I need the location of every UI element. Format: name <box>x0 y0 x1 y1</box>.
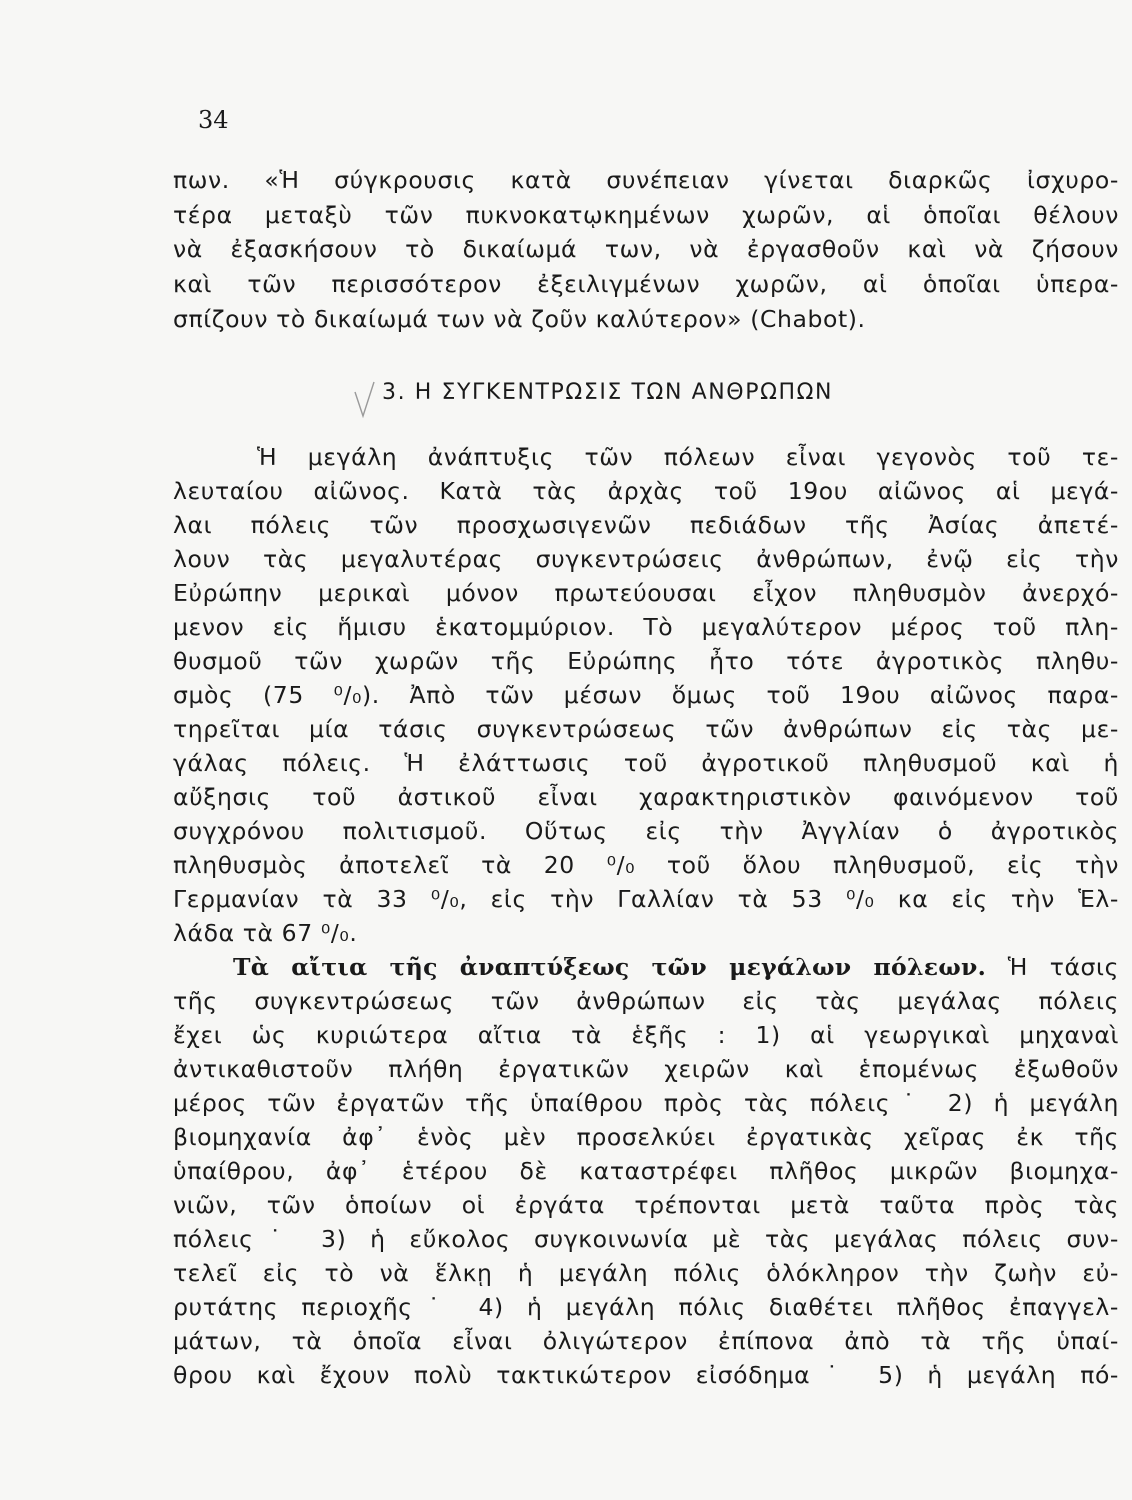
text-line: θρου καὶ ἔχουν πολὺ τακτικώτερον εἰσόδημα˙ 5) ἡ μεγάλη πό- <box>173 1361 1119 1389</box>
text-line: συγχρόνου πολιτισμοῦ. Οὕτως εἰς τὴν Ἀγγλίαν ὁ ἀγροτικὸς <box>173 817 1119 845</box>
text-line: Γερμανίαν τὰ 33 ⁰/₀, εἰς τὴν Γαλλίαν τὰ 53 ⁰/₀ κα εἰς τὴν Ἑλ- <box>173 885 1119 913</box>
text-line: νὰ ἐξασκήσουν τὸ δικαίωμά των, νὰ ἐργασθοῦν καὶ νὰ ζήσουν <box>173 235 1119 263</box>
text-line: Εὐρώπην μερικαὶ μόνον πρωτεύουσαι εἶχον πληθυσμὸν ἀνερχό- <box>173 579 1119 607</box>
pencil-check-mark-icon <box>352 380 378 420</box>
text-line: λαι πόλεις τῶν προσχωσιγενῶν πεδιάδων τῆς Ἀσίας ἀπετέ- <box>173 511 1119 539</box>
page-number: 34 <box>198 106 229 134</box>
text-line: λάδα τὰ 67 ⁰/₀. <box>173 919 358 947</box>
text-line: γάλας πόλεις. Ἡ ἐλάττωσις τοῦ ἀγροτικοῦ πληθυσμοῦ καὶ ἡ <box>173 749 1119 777</box>
text-line <box>173 950 1119 984</box>
text-line: μέρος τῶν ἐργατῶν τῆς ὑπαίθρου πρὸς τὰς πόλεις˙ 2) ἡ μεγάλη <box>173 1089 1119 1117</box>
text-line: πληθυσμὸς ἀποτελεῖ τὰ 20 ⁰/₀ τοῦ ὅλου πληθυσμοῦ, εἰς τὴν <box>173 851 1119 879</box>
text-line: βιομηχανία ἀφ᾽ ἑνὸς μὲν προσελκύει ἐργατικὰς χεῖρας ἐκ τῆς <box>173 1123 1119 1151</box>
text-line: σμὸς (75 ⁰/₀). Ἀπὸ τῶν μέσων ὅμως τοῦ 19ου αἰῶνος παρα- <box>173 681 1119 709</box>
text-line: σπίζουν τὸ δικαίωμά των νὰ ζοῦν καλύτερον» (Chabot). <box>173 305 866 333</box>
text-line: θυσμοῦ τῶν χωρῶν τῆς Εὐρώπης ἦτο τότε ἀγροτικὸς πληθυ- <box>173 647 1119 675</box>
text-line: πόλεις˙ 3) ἡ εὔκολος συγκοινωνία μὲ τὰς μεγάλας πόλεις συν- <box>173 1225 1119 1253</box>
text-line: ὑπαίθρου, ἀφ᾽ ἑτέρου δὲ καταστρέφει πλῆθος μικρῶν βιομηχα- <box>173 1157 1119 1185</box>
text-line: λευταίου αἰῶνος. Κατὰ τὰς ἀρχὰς τοῦ 19ου αἰῶνος αἱ μεγά- <box>173 477 1119 505</box>
subsection-title: Τὰ αἴτια τῆς ἀναπτύξεως τῶν μεγάλων πόλεων. <box>233 953 987 981</box>
section-heading: 3. Η ΣΥΓΚΕΝΤΡΩΣΙΣ ΤΩΝ ΑΝΘΡΩΠΩΝ <box>382 380 834 405</box>
text-line: τελεῖ εἰς τὸ νὰ ἕλκῃ ἡ μεγάλη πόλις ὁλόκληρον τὴν ζωὴν εὐ- <box>173 1259 1119 1287</box>
subsection-text: Ἡ τάσις <box>986 953 1119 981</box>
text-line: νιῶν, τῶν ὁποίων οἱ ἐργάτα τρέπονται μετὰ ταῦτα πρὸς τὰς <box>173 1191 1119 1219</box>
text-line: τηρεῖται μία τάσις συγκεντρώσεως τῶν ἀνθρώπων εἰς τὰς με- <box>173 715 1119 743</box>
text-line: αὔξησις τοῦ ἀστικοῦ εἶναι χαρακτηριστικὸν φαινόμενον τοῦ <box>173 783 1119 811</box>
text-line: λουν τὰς μεγαλυτέρας συγκεντρώσεις ἀνθρώπων, ἐνῷ εἰς τὴν <box>173 545 1119 573</box>
text-line: καὶ τῶν περισσότερον ἐξειλιγμένων χωρῶν, αἱ ὁποῖαι ὑπερα- <box>173 270 1119 298</box>
text-line: μενον εἰς ἥμισυ ἑκατομμύριον. Τὸ μεγαλύτερον μέρος τοῦ πλη- <box>173 613 1119 641</box>
text-line: ἀντικαθιστοῦν πλήθη ἐργατικῶν χειρῶν καὶ ἑπομένως ἐξωθοῦν <box>173 1055 1119 1083</box>
text-line: Ἡ μεγάλη ἀνάπτυξις τῶν πόλεων εἶναι γεγονὸς τοῦ τε- <box>257 443 1119 471</box>
text-line: τέρα μεταξὺ τῶν πυκνοκατῳκημένων χωρῶν, αἱ ὁποῖαι θέλουν <box>173 201 1119 229</box>
text-line: ρυτάτης περιοχῆς˙ 4) ἡ μεγάλη πόλις διαθέτει πλῆθος ἐπαγγελ- <box>173 1293 1119 1321</box>
text-line: μάτων, τὰ ὁποῖα εἶναι ὀλιγώτερον ἐπίπονα ἀπὸ τὰ τῆς ὑπαί- <box>173 1327 1119 1355</box>
text-line: ἔχει ὡς κυριώτερα αἴτια τὰ ἑξῆς : 1) αἱ γεωργικαὶ μηχαναὶ <box>173 1021 1119 1049</box>
text-line: πων. «Ἡ σύγκρουσις κατὰ συνέπειαν γίνεται διαρκῶς ἰσχυρο- <box>173 166 1119 194</box>
text-line: τῆς συγκεντρώσεως τῶν ἀνθρώπων εἰς τὰς μεγάλας πόλεις <box>173 987 1119 1015</box>
